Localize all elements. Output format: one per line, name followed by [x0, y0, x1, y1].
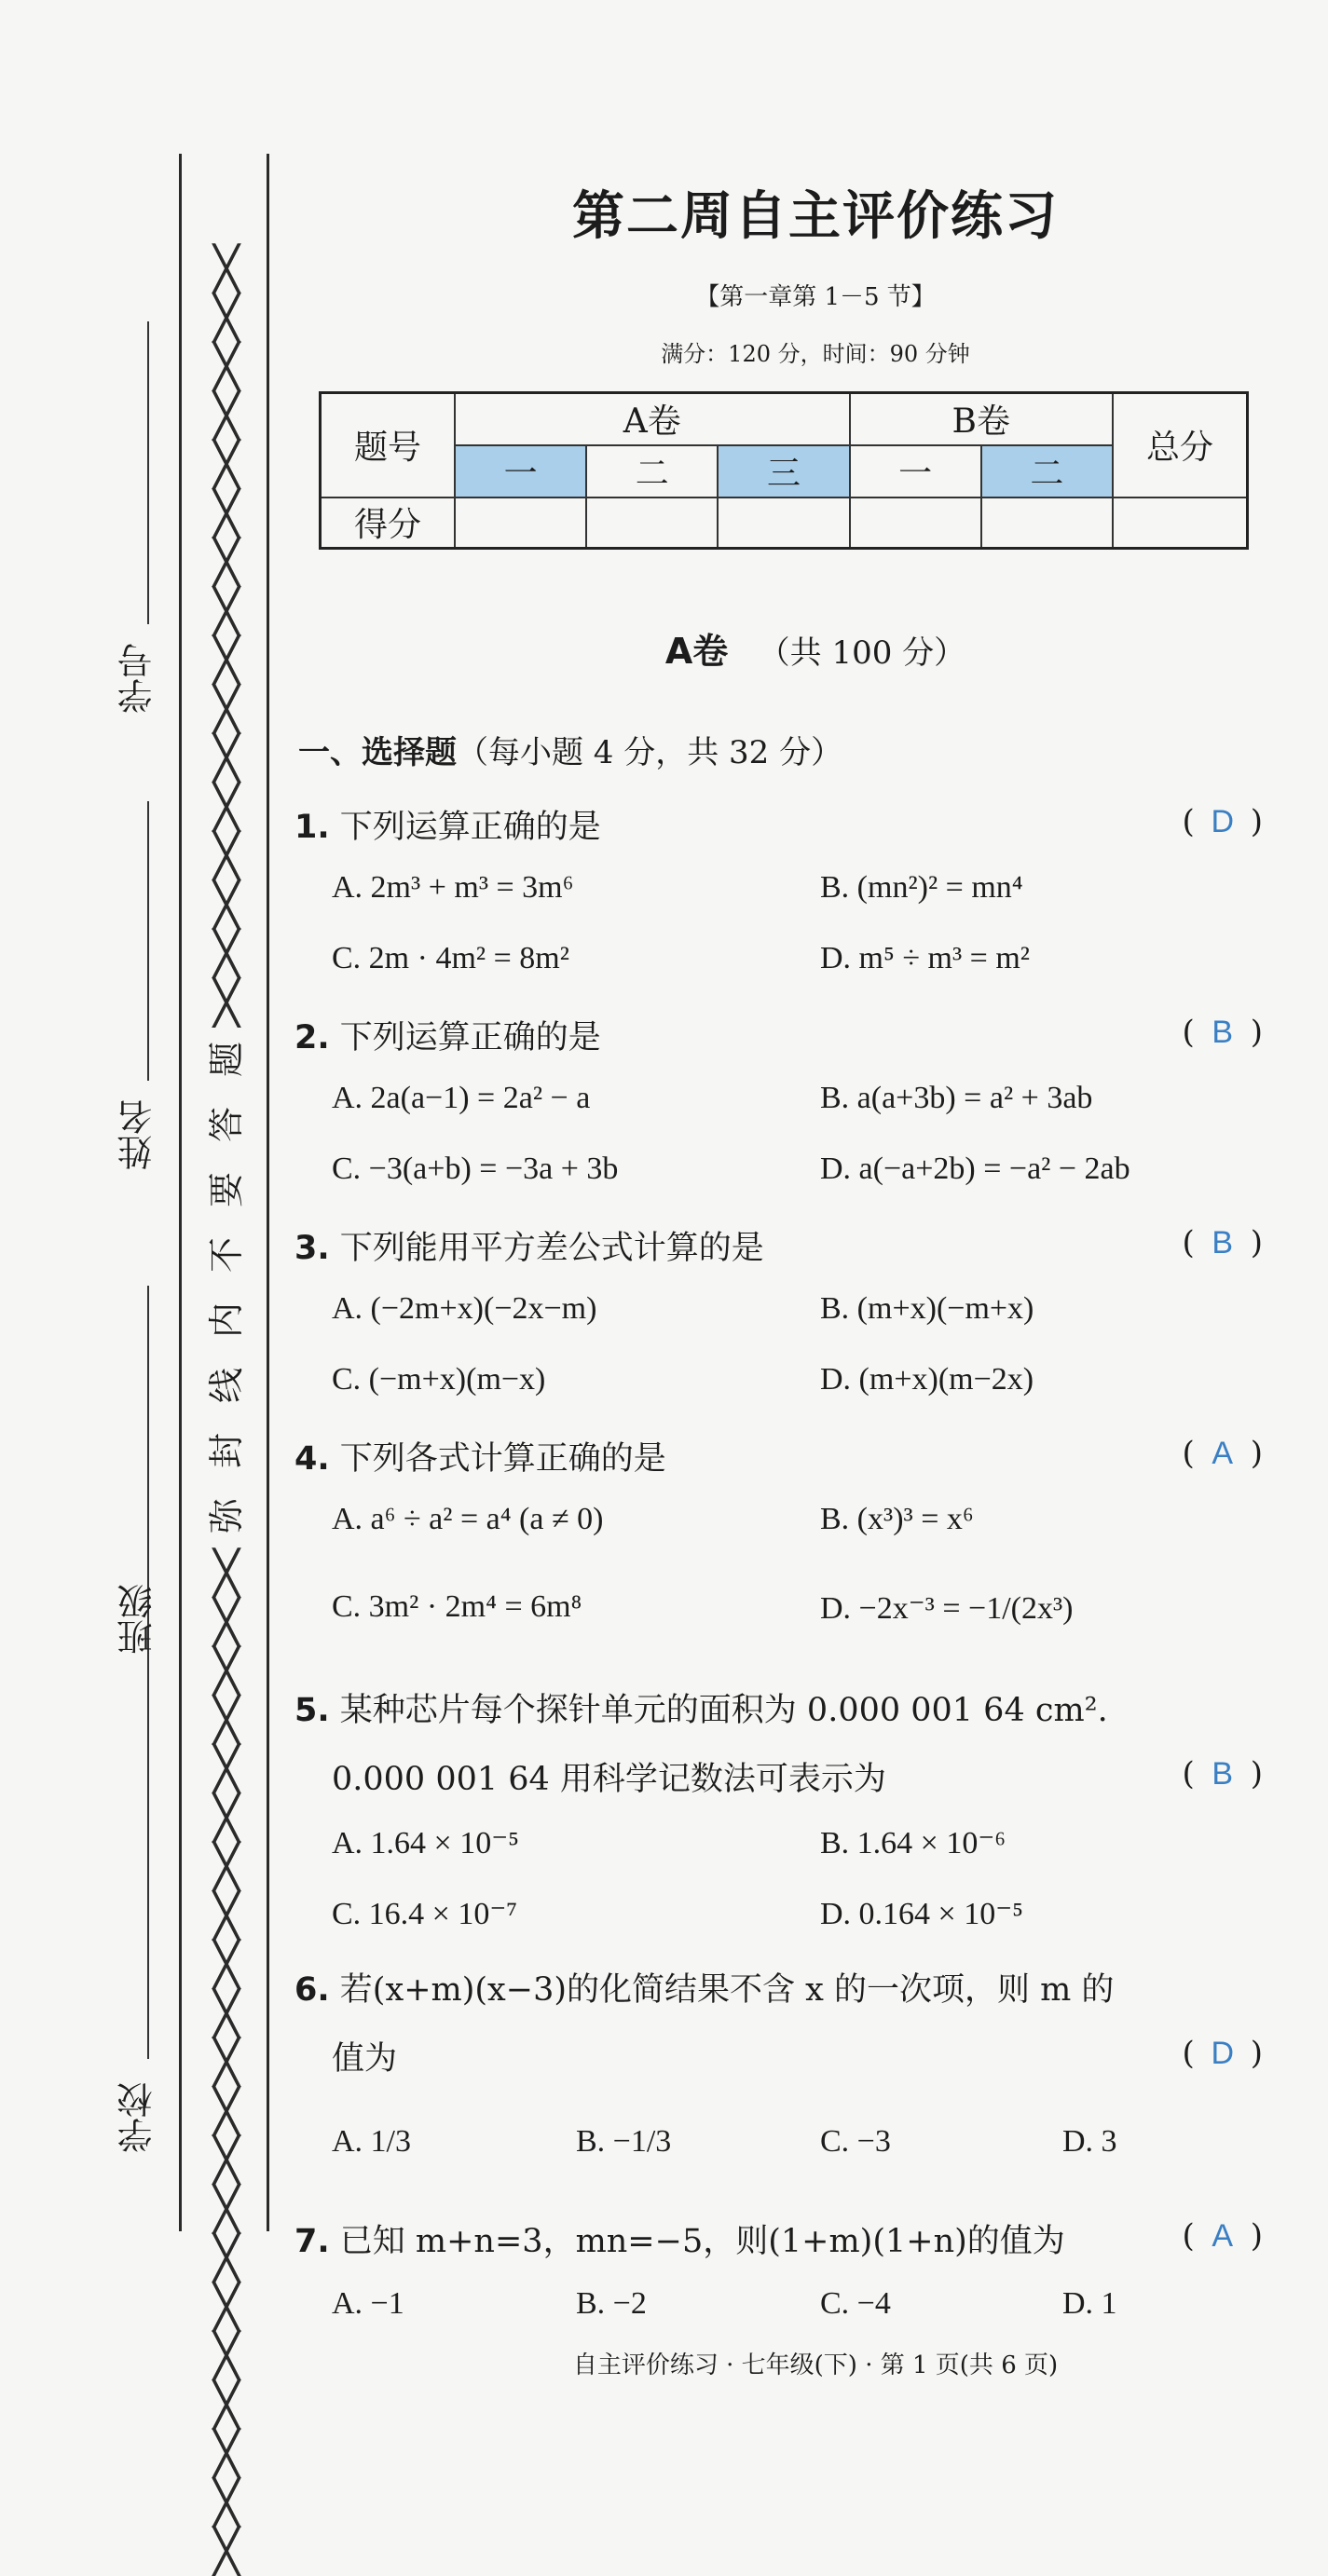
- school-label: 学校: [117, 2082, 158, 2153]
- a-part-2: 二: [586, 445, 718, 497]
- seal-x-mark: ╳: [213, 879, 240, 930]
- q5-option-a[interactable]: A. 1.64 × 10⁻⁵: [332, 1826, 520, 1860]
- q3-option-a[interactable]: A. (−2m+x)(−2x−m): [332, 1291, 597, 1326]
- q6-option-b[interactable]: B. −1/3: [576, 2124, 672, 2159]
- answer-6[interactable]: ( D ): [1182, 2035, 1263, 2072]
- seal-x-mark: ╳: [213, 2232, 240, 2283]
- q4-option-c[interactable]: C. 3m² · 2m⁴ = 6m⁸: [332, 1589, 582, 1624]
- answer-7[interactable]: ( A ): [1182, 2217, 1263, 2255]
- seal-char: 封: [205, 1432, 247, 1469]
- seal-x-mark: ╳: [213, 1694, 240, 1745]
- score-table: [319, 391, 1249, 550]
- seal-x-mark: ╳: [213, 2183, 240, 2234]
- q4-option-d[interactable]: D. −2x⁻³ = −1/(2x³): [820, 1591, 1074, 1626]
- student-id-blank[interactable]: [147, 321, 149, 624]
- q5-option-c[interactable]: C. 16.4 × 10⁻⁷: [332, 1897, 518, 1931]
- q3-option-d[interactable]: D. (m+x)(m−2x): [820, 1362, 1034, 1397]
- question-5-line2: 0.000 001 64 用科学记数法可表示为: [332, 1761, 886, 1798]
- score-cell[interactable]: [981, 497, 1113, 549]
- q3-option-b[interactable]: B. (m+x)(−m+x): [820, 1291, 1034, 1326]
- q6-option-a[interactable]: A. 1/3: [332, 2124, 411, 2159]
- score-time-info: 满分：120 分，时间：90 分钟: [661, 341, 970, 367]
- answer-1[interactable]: ( D ): [1182, 803, 1263, 840]
- score-cell[interactable]: [455, 497, 586, 549]
- q3-option-c[interactable]: C. (−m+x)(m−x): [332, 1362, 546, 1397]
- seal-x-mark: ╳: [213, 439, 240, 490]
- answer-2[interactable]: ( B ): [1182, 1014, 1263, 1051]
- q4-option-b[interactable]: B. (x³)³ = x⁶: [820, 1502, 974, 1536]
- q4-option-a[interactable]: A. a⁶ ÷ a² = a⁴ (a ≠ 0): [332, 1502, 604, 1536]
- seal-x-mark: ╳: [213, 2526, 240, 2576]
- question-2: 2. 下列运算正确的是: [294, 1019, 601, 1056]
- q2-option-d[interactable]: D. a(−a+2b) = −a² − 2ab: [820, 1152, 1130, 1186]
- seal-char: 线: [205, 1367, 247, 1404]
- seal-x-mark: ╳: [213, 243, 240, 294]
- seal-x-mark: ╳: [213, 341, 240, 392]
- a-part-1: 一: [455, 445, 586, 497]
- seal-char: 题: [205, 1041, 247, 1078]
- seal-char: 弥: [205, 1497, 247, 1534]
- section-b-header: B卷: [850, 393, 1113, 445]
- seal-x-mark: ╳: [213, 389, 240, 441]
- seal-x-mark: ╳: [213, 928, 240, 979]
- seal-x-mark: ╳: [213, 683, 240, 734]
- section-a-header: A卷: [455, 393, 850, 445]
- question-6: 6. 若(x+m)(x−3)的化简结果不含 x 的一次项，则 m 的: [294, 1971, 1115, 2009]
- q2-option-b[interactable]: B. a(a+3b) = a² + 3ab: [820, 1081, 1093, 1115]
- seal-char: 答: [205, 1106, 247, 1143]
- class-blank[interactable]: [147, 1286, 149, 1565]
- score-cell[interactable]: [850, 497, 981, 549]
- q2-option-a[interactable]: A. 2a(a−1) = 2a² − a: [332, 1081, 591, 1115]
- seal-char: 要: [205, 1171, 247, 1208]
- total-score-cell[interactable]: [1113, 497, 1248, 549]
- question-number-header: 题号: [321, 393, 456, 497]
- answer-3[interactable]: ( B ): [1182, 1224, 1263, 1261]
- a-part-3: 三: [718, 445, 849, 497]
- question-7: 7. 已知 m+n=3，mn=−5，则(1+m)(1+n)的值为: [294, 2223, 1065, 2260]
- seal-x-mark: ╳: [213, 2085, 240, 2136]
- seal-char: 不: [205, 1236, 247, 1274]
- seal-x-mark: ╳: [213, 1889, 240, 1941]
- b-part-1: 一: [850, 445, 981, 497]
- seal-char: 内: [205, 1302, 247, 1339]
- seal-x-mark: ╳: [213, 537, 240, 588]
- seal-x-mark: ╳: [213, 732, 240, 784]
- seal-x-mark: ╳: [213, 1792, 240, 1843]
- seal-x-mark: ╳: [213, 585, 240, 636]
- score-cell[interactable]: [718, 497, 849, 549]
- q6-option-d[interactable]: D. 3: [1062, 2124, 1117, 2159]
- question-1: 1. 下列运算正确的是: [294, 809, 601, 846]
- seal-x-mark: ╳: [213, 1547, 240, 1599]
- seal-x-mark: ╳: [213, 1743, 240, 1794]
- q6-option-c[interactable]: C. −3: [820, 2124, 891, 2159]
- seal-x-mark: ╳: [213, 781, 240, 832]
- seal-strip: [196, 244, 257, 2576]
- seal-x-mark: ╳: [213, 2428, 240, 2479]
- seal-x-mark: ╳: [213, 2330, 240, 2381]
- binding-line-outer: [179, 154, 182, 2231]
- seal-x-mark: ╳: [213, 976, 240, 1028]
- q7-option-a[interactable]: A. −1: [332, 2286, 404, 2321]
- seal-x-mark: ╳: [213, 487, 240, 538]
- class-label: 班级: [117, 1584, 158, 1655]
- seal-x-mark: ╳: [213, 2281, 240, 2332]
- question-3: 3. 下列能用平方差公式计算的是: [294, 1230, 764, 1267]
- q1-option-b[interactable]: B. (mn²)² = mn⁴: [820, 870, 1023, 905]
- q1-option-d[interactable]: D. m⁵ ÷ m³ = m²: [820, 941, 1030, 975]
- question-5: 5. 某种芯片每个探针单元的面积为 0.000 001 64 cm².: [294, 1692, 1108, 1729]
- name-label: 姓名: [117, 1099, 158, 1170]
- seal-x-mark: ╳: [213, 1987, 240, 2038]
- seal-x-mark: ╳: [213, 2378, 240, 2430]
- q7-option-d[interactable]: D. 1: [1062, 2286, 1117, 2321]
- question-4: 4. 下列各式计算正确的是: [294, 1440, 666, 1478]
- binding-line-inner: [267, 154, 269, 2231]
- section-a-heading: A卷 （共 100 分）: [664, 631, 966, 672]
- q5-option-b[interactable]: B. 1.64 × 10⁻⁶: [820, 1826, 1006, 1860]
- part1-heading: 一、选择题（每小题 4 分，共 32 分）: [298, 734, 843, 771]
- q1-option-c[interactable]: C. 2m · 4m² = 8m²: [332, 941, 569, 975]
- seal-x-mark: ╳: [213, 2037, 240, 2088]
- q2-option-c[interactable]: C. −3(a+b) = −3a + 3b: [332, 1152, 619, 1186]
- page-footer: 自主评价练习 · 七年级(下) · 第 1 页(共 6 页): [572, 2351, 1059, 2379]
- page-title: 第二周自主评价练习: [572, 186, 1059, 247]
- q7-option-b[interactable]: B. −2: [576, 2286, 647, 2321]
- chapter-scope: 【第一章第 1－5 节】: [695, 283, 936, 311]
- seal-x-mark: ╳: [213, 634, 240, 686]
- q7-option-c[interactable]: C. −4: [820, 2286, 891, 2321]
- question-6-line2: 值为: [332, 2040, 398, 2078]
- student-id-label: 学号: [117, 643, 158, 714]
- answer-5[interactable]: ( B ): [1182, 1755, 1263, 1792]
- name-blank[interactable]: [147, 801, 149, 1081]
- total-header: 总分: [1113, 393, 1248, 497]
- q1-option-a[interactable]: A. 2m³ + m³ = 3m⁶: [332, 870, 574, 905]
- seal-x-mark: ╳: [213, 830, 240, 881]
- score-cell[interactable]: [586, 497, 718, 549]
- score-row-label: 得分: [321, 497, 456, 549]
- seal-x-mark: ╳: [213, 1596, 240, 1647]
- b-part-2: 二: [981, 445, 1113, 497]
- seal-x-mark: ╳: [213, 2476, 240, 2528]
- q5-option-d[interactable]: D. 0.164 × 10⁻⁵: [820, 1897, 1024, 1931]
- seal-x-mark: ╳: [213, 1841, 240, 1892]
- seal-x-mark: ╳: [213, 292, 240, 343]
- seal-x-mark: ╳: [213, 1939, 240, 1990]
- seal-x-mark: ╳: [213, 1645, 240, 1697]
- answer-4[interactable]: ( A ): [1182, 1435, 1263, 1472]
- seal-x-mark: ╳: [213, 2134, 240, 2186]
